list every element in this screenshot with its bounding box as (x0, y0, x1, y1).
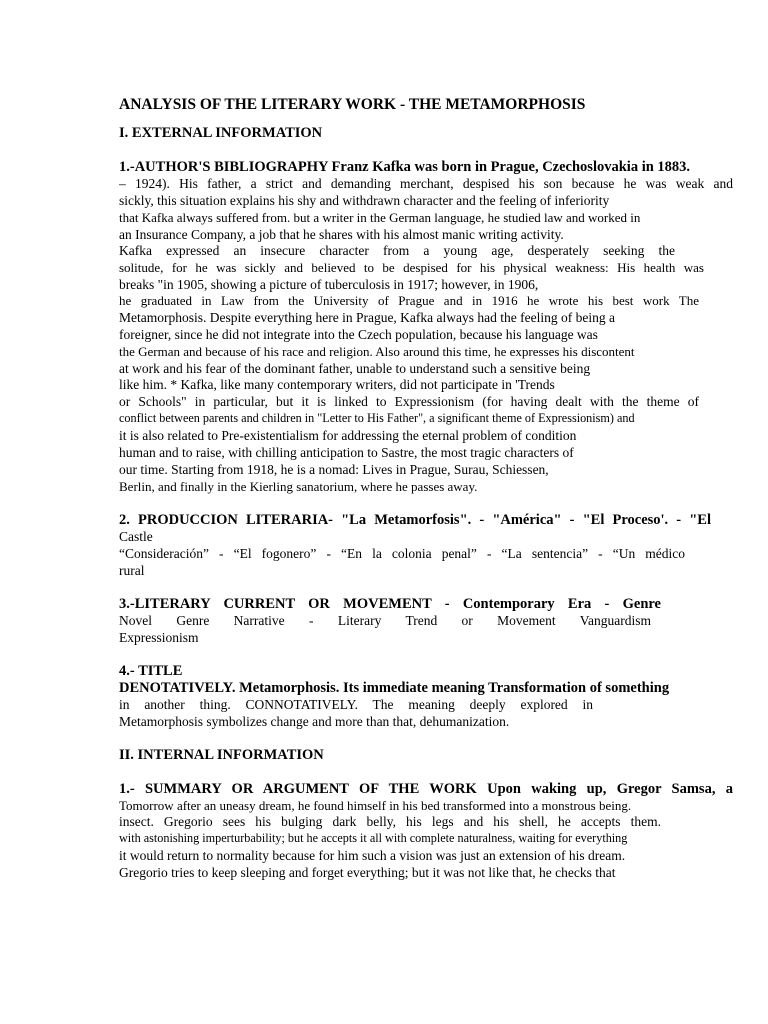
author-lead: 1.-AUTHOR'S BIBLIOGRAPHY Franz Kafka was born in Prague, Czechoslovakia in 1883. (119, 160, 691, 175)
current-line: Expressionism (119, 631, 199, 645)
summary-lead-rest: Upon waking up, Gregor Samsa, a (476, 782, 733, 797)
author-line: foreigner, since he did not integrate into the Czech population, because his language was (119, 328, 598, 342)
author-line: Berlin, and finally in the Kierling sanatorium, where he passes away. (119, 480, 478, 494)
current-lead: 3.-LITERARY CURRENT OR MOVEMENT - Contemporary Era - Genre (119, 597, 661, 612)
author-line: he graduated in Law from the University of Prague and in 1916 he wrote his best work The (119, 294, 699, 308)
document-title: ANALYSIS OF THE LITERARY WORK - THE METAMORPHOSIS (119, 96, 586, 113)
author-line: our time. Starting from 1918, he is a nomad: Lives in Prague, Surau, Schiessen, (119, 463, 549, 477)
author-line: or Schools" in particular, but it is linked to Expressionism (for having dealt with the theme of (119, 395, 699, 409)
author-line: – 1924). His father, a strict and demanding merchant, despised his son because he was weak and (119, 177, 733, 191)
current-line: Novel Genre Narrative - Literary Trend or Movement Vanguardism (119, 614, 651, 628)
production-lead: 2. PRODUCCIÓN LITERARIA- "La Metamorfosis". - "América" - "El Proceso'. - "El (119, 513, 711, 528)
summary-lead (119, 782, 733, 798)
summary-lead-bold: 1.- SUMMARY OR ARGUMENT OF THE WORK (119, 782, 477, 797)
title-section-lead: DENOTATIVELY. Metamorphosis. Its immediate meaning Transformation of something (119, 681, 670, 696)
author-line: breaks "in 1905, showing a picture of tuberculosis in 1917; however, in 1906, (119, 278, 539, 292)
summary-line: Tomorrow after an uneasy dream, he found himself in his bed transformed into a monstrous being. (119, 799, 632, 813)
author-line: human and to raise, with chilling anticipation to Sastre, the most tragic characters of (119, 446, 574, 460)
author-line: conflict between parents and children in "Letter to His Father", a significant theme of Expressionism) and (119, 412, 635, 425)
author-line: solitude, for he was sickly and believed to be despised for his physical weakness: His health was (119, 261, 704, 275)
title-section-heading: 4.- TITLE (119, 664, 183, 679)
summary-line: with astonishing imperturbability; but he accepts it all with complete naturalness, waiting for everything (119, 832, 628, 845)
section-heading-external: I. EXTERNAL INFORMATION (119, 126, 323, 141)
author-line: sickly, this situation explains his shy and withdrawn character and the feeling of inferiority (119, 194, 610, 208)
author-line: Metamorphosis. Despite everything here in Prague, Kafka always had the feeling of being a (119, 311, 615, 325)
summary-line: insect. Gregorio sees his bulging dark belly, his legs and his shell, he accepts them. (119, 815, 661, 829)
summary-line: Gregorio tries to keep sleeping and forget everything; but it was not like that, he checks that (119, 866, 616, 880)
author-line: it is also related to Pre-existentialism for addressing the eternal problem of condition (119, 429, 577, 443)
summary-line: it would return to normality because for him such a vision was just an extension of his dream. (119, 849, 626, 863)
author-line: Kafka expressed an insecure character from a young age, desperately seeking the (119, 244, 675, 258)
author-line: at work and his fear of the dominant father, unable to understand such a sensitive being (119, 362, 591, 376)
title-section-line: Metamorphosis symbolizes change and more than that, dehumanization. (119, 715, 510, 729)
author-line: an Insurance Company, a job that he shares with his almost manic writing activity. (119, 228, 564, 242)
author-line: like him. * Kafka, like many contemporary writers, did not participate in 'Trends (119, 378, 555, 392)
production-line: rural (119, 564, 145, 578)
author-line: the German and because of his race and religion. Also around this time, he expresses his discontent (119, 345, 635, 359)
author-line: that Kafka always suffered from. but a writer in the German language, he studied law and worked in (119, 211, 641, 225)
production-line: Castle (119, 530, 153, 544)
title-section-line: in another thing. CONNOTATIVELY. The meaning deeply explored in (119, 698, 593, 712)
production-line: “Consideración” - “El fogonero” - “En la colonia penal” - “La sentencia” - “Un médico (119, 547, 685, 561)
section-heading-internal: II. INTERNAL INFORMATION (119, 748, 324, 763)
